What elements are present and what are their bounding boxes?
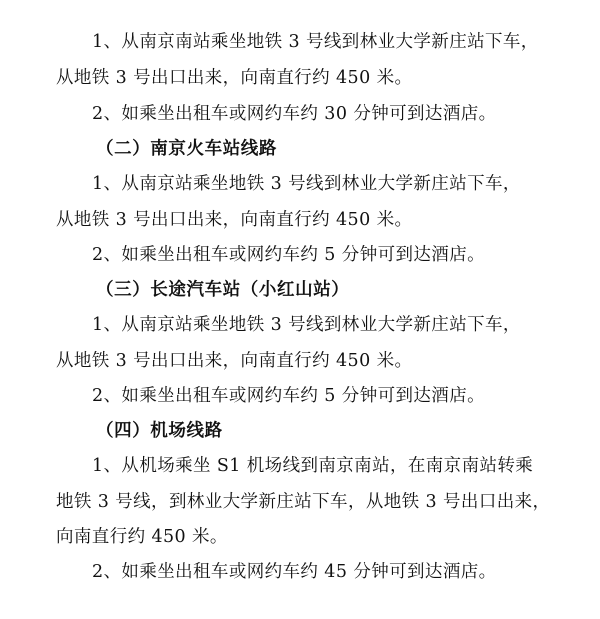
text-line: 1、从南京南站乘坐地铁 3 号线到林业大学新庄站下车， (92, 32, 539, 52)
section-heading: （三）长途汽车站（小红山站） (96, 280, 350, 300)
section-heading: （四）机场线路 (96, 421, 223, 441)
text-line: 从地铁 3 号出口出来，向南直行约 450 米。 (56, 68, 413, 88)
text-line: 2、如乘坐出租车或网约车约 5 分钟可到达酒店。 (92, 386, 485, 406)
text-line: 1、从南京站乘坐地铁 3 号线到林业大学新庄站下车， (92, 315, 521, 335)
text-line: 向南直行约 450 米。 (56, 527, 228, 547)
text-line: 2、如乘坐出租车或网约车约 30 分钟可到达酒店。 (92, 104, 497, 124)
text-line: 从地铁 3 号出口出来，向南直行约 450 米。 (56, 210, 413, 230)
text-line: 1、从南京站乘坐地铁 3 号线到林业大学新庄站下车， (92, 174, 521, 194)
text-line: 地铁 3 号线，到林业大学新庄站下车，从地铁 3 号出口出来， (56, 492, 551, 512)
text-line: 1、从机场乘坐 S1 机场线到南京南站，在南京南站转乘 (92, 456, 534, 476)
section-heading: （二）南京火车站线路 (96, 139, 277, 159)
text-line: 2、如乘坐出租车或网约车约 45 分钟可到达酒店。 (92, 562, 497, 582)
text-line: 从地铁 3 号出口出来，向南直行约 450 米。 (56, 351, 413, 371)
text-line: 2、如乘坐出租车或网约车约 5 分钟可到达酒店。 (92, 245, 485, 265)
